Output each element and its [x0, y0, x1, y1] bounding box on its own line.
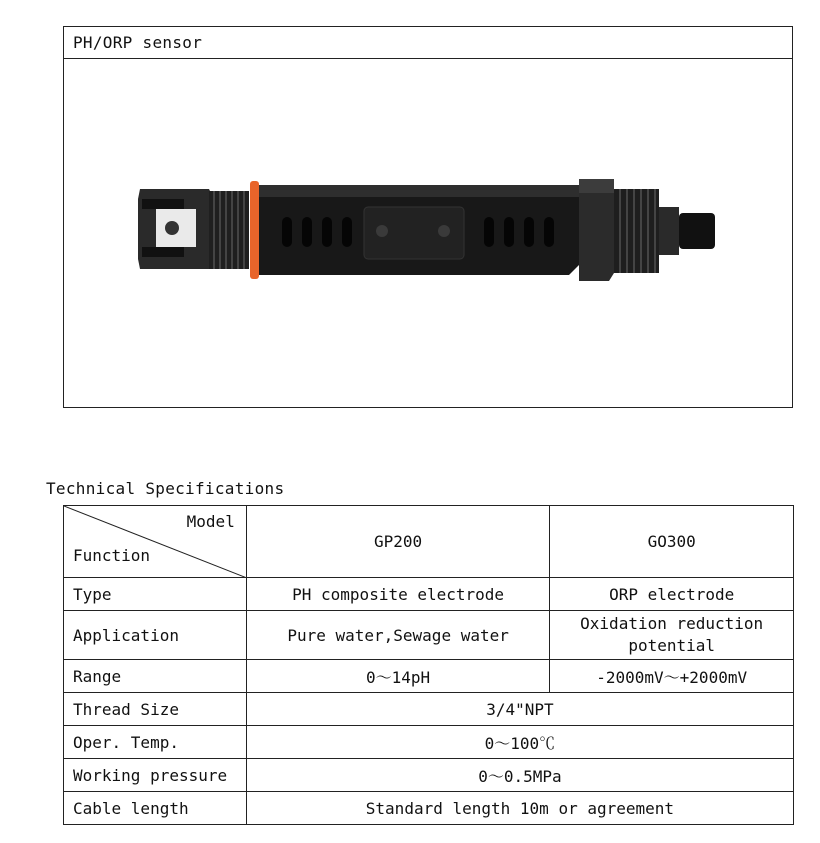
cell-value: PH composite electrode — [246, 578, 550, 611]
cell-value: 0～100℃ — [246, 726, 793, 759]
cell-value: 0～0.5MPa — [246, 759, 793, 792]
specs-heading: Technical Specifications — [46, 479, 285, 498]
model-go300: GO300 — [550, 506, 794, 578]
spec-table — [63, 505, 794, 825]
sensor-title: PH/ORP sensor — [64, 27, 792, 59]
row-label: Oper. Temp. — [64, 726, 247, 759]
table-row — [64, 726, 794, 759]
row-label: Thread Size — [64, 693, 247, 726]
spec-header-row — [64, 506, 794, 578]
row-label: Range — [64, 660, 247, 693]
row-label: Working pressure — [64, 759, 247, 792]
cell-value: -2000mV～+2000mV — [550, 660, 794, 693]
table-row — [64, 611, 794, 660]
sensor-probe-image — [64, 59, 792, 407]
cell-value: 0～14pH — [246, 660, 550, 693]
model-label: Model — [186, 512, 235, 531]
row-label: Cable length — [64, 792, 247, 825]
row-label: Type — [64, 578, 247, 611]
table-row — [64, 759, 794, 792]
function-label: Function — [73, 546, 151, 565]
table-row — [64, 792, 794, 825]
cell-value: Oxidation reduction potential — [550, 611, 794, 660]
table-row — [64, 660, 794, 693]
cell-value: 3/4"NPT — [246, 693, 793, 726]
cell-value: ORP electrode — [550, 578, 794, 611]
header-diagonal-cell — [64, 506, 247, 578]
cell-value: Pure water,Sewage water — [246, 611, 550, 660]
table-row — [64, 578, 794, 611]
row-label: Application — [64, 611, 247, 660]
model-gp200: GP200 — [246, 506, 550, 578]
cell-value: Standard length 10m or agreement — [246, 792, 793, 825]
table-row — [64, 693, 794, 726]
sensor-panel — [63, 26, 793, 408]
